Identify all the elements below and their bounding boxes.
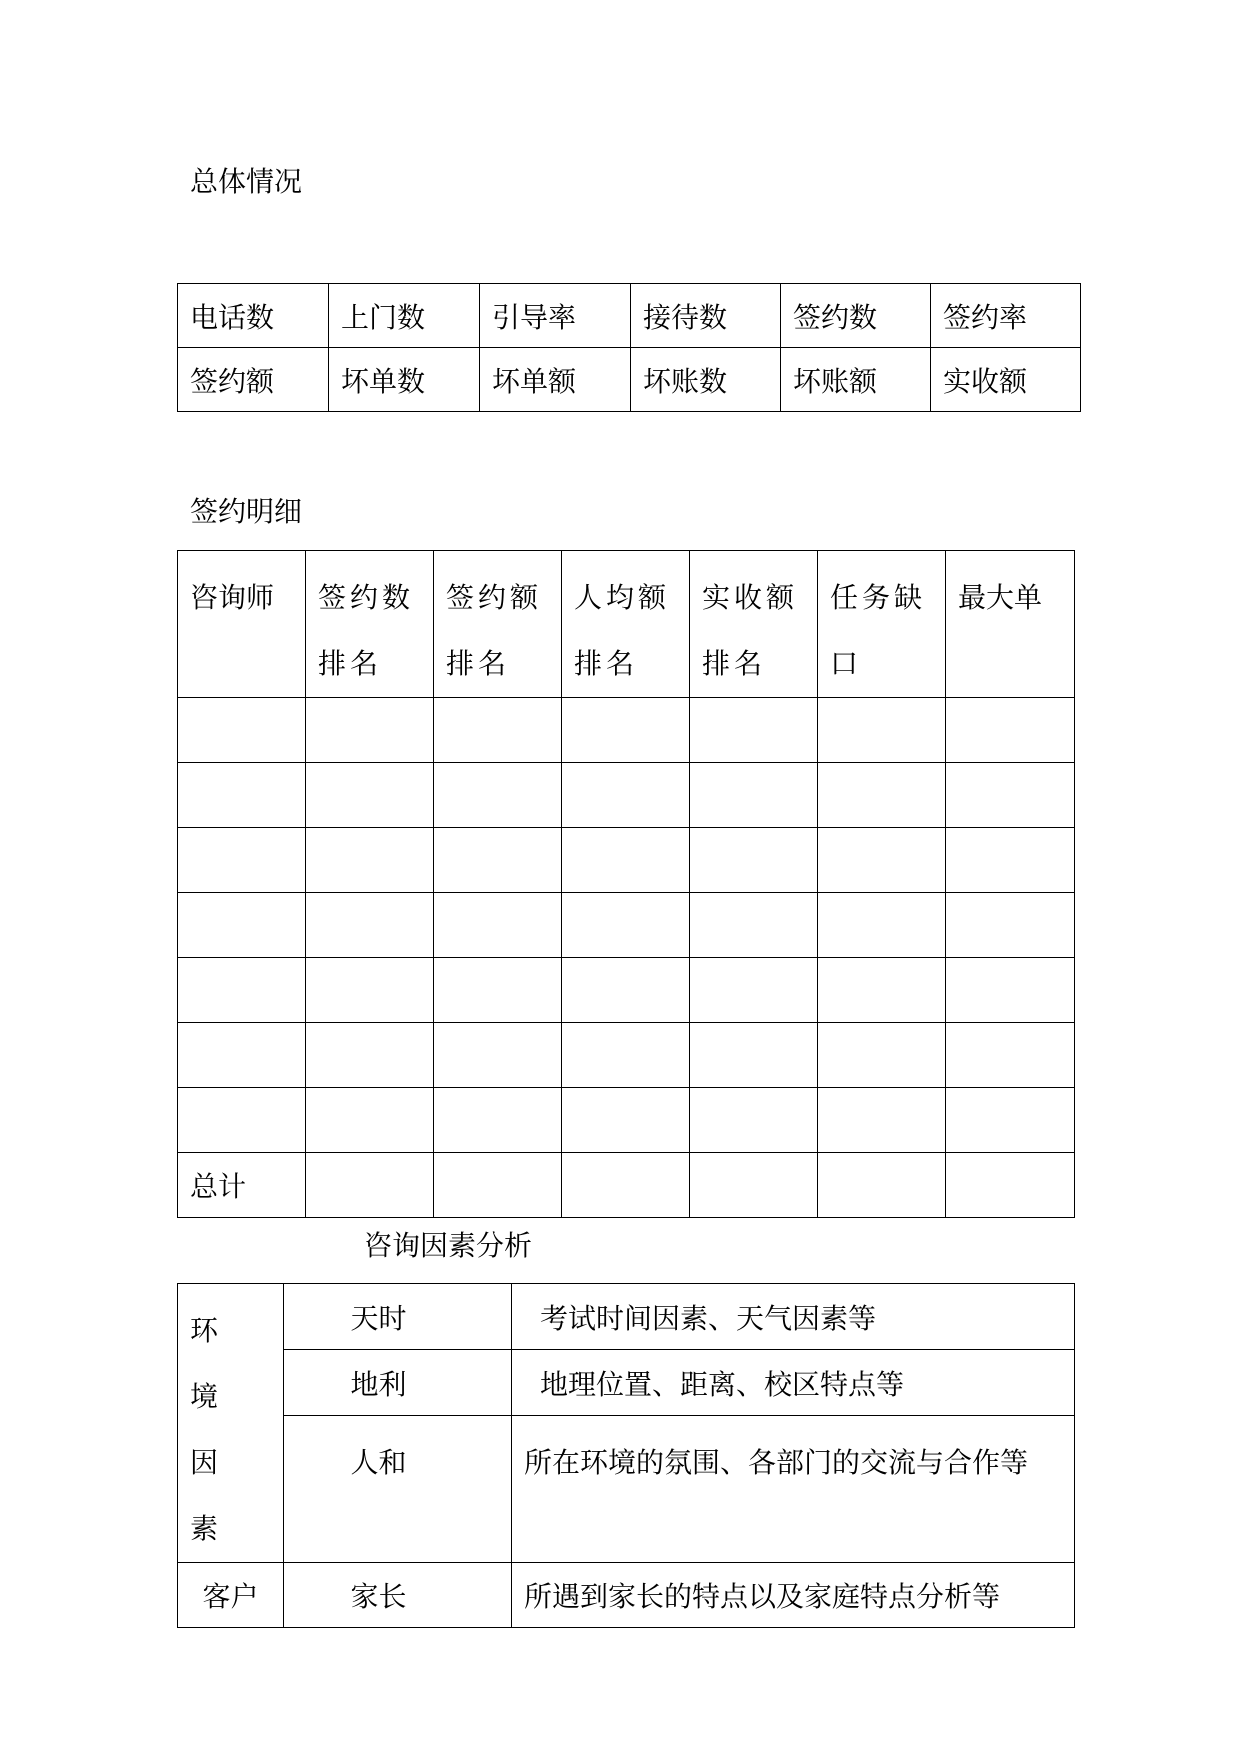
detail-cell (690, 893, 818, 958)
detail-title: 签约明细 (190, 495, 303, 528)
detail-cell (818, 1153, 946, 1218)
detail-cell (562, 958, 690, 1023)
overview-cell: 引导率 (480, 284, 631, 348)
factor-description: 地理位置、距离、校区特点等 (512, 1350, 1075, 1416)
factor-row (178, 1416, 1075, 1563)
detail-cell (306, 1088, 434, 1153)
detail-empty-row (178, 893, 1075, 958)
detail-cell (562, 828, 690, 893)
detail-total-label: 总计 (178, 1153, 306, 1218)
detail-cell (434, 828, 562, 893)
detail-cell (690, 1088, 818, 1153)
detail-header-cell: 任务缺口 (818, 551, 946, 698)
detail-cell (178, 958, 306, 1023)
detail-cell (306, 828, 434, 893)
detail-empty-row (178, 828, 1075, 893)
factor-row (178, 1350, 1075, 1416)
factor-category: 环境因素 (178, 1284, 284, 1563)
overview-row (178, 284, 1081, 348)
detail-cell (946, 828, 1075, 893)
factor-name: 地利 (284, 1350, 512, 1416)
overview-cell: 坏单数 (329, 348, 480, 412)
detail-cell (434, 1088, 562, 1153)
detail-cell (434, 893, 562, 958)
detail-cell (434, 1153, 562, 1218)
detail-empty-row (178, 1023, 1075, 1088)
detail-cell (946, 1153, 1075, 1218)
detail-empty-row (178, 958, 1075, 1023)
detail-cell (562, 1088, 690, 1153)
detail-cell (434, 958, 562, 1023)
detail-table (177, 550, 1075, 1218)
detail-cell (818, 1088, 946, 1153)
detail-header-cell: 人均额排名 (562, 551, 690, 698)
overview-cell: 电话数 (178, 284, 329, 348)
detail-cell (178, 1088, 306, 1153)
detail-header-row (178, 551, 1075, 698)
detail-cell (946, 958, 1075, 1023)
detail-cell (690, 763, 818, 828)
detail-cell (178, 893, 306, 958)
detail-header-cell: 实收额排名 (690, 551, 818, 698)
overview-cell: 实收额 (931, 348, 1081, 412)
detail-empty-row (178, 763, 1075, 828)
detail-cell (690, 1023, 818, 1088)
overview-row (178, 348, 1081, 412)
detail-cell (562, 1153, 690, 1218)
detail-cell (946, 698, 1075, 763)
overview-cell: 签约率 (931, 284, 1081, 348)
factor-description: 考试时间因素、天气因素等 (512, 1284, 1075, 1350)
detail-cell (306, 1023, 434, 1088)
factors-title: 咨询因素分析 (364, 1229, 533, 1262)
detail-cell (946, 1023, 1075, 1088)
factors-table (177, 1283, 1075, 1628)
overview-cell: 签约额 (178, 348, 329, 412)
detail-cell (690, 1153, 818, 1218)
overview-table (177, 283, 1081, 412)
detail-cell (434, 763, 562, 828)
detail-cell (818, 828, 946, 893)
factor-row (178, 1563, 1075, 1628)
factor-category: 客户 (178, 1563, 284, 1628)
detail-cell (690, 828, 818, 893)
detail-cell (946, 763, 1075, 828)
detail-header-cell: 签约数排名 (306, 551, 434, 698)
factor-description: 所遇到家长的特点以及家庭特点分析等 (512, 1563, 1075, 1628)
detail-cell (690, 958, 818, 1023)
factor-description: 所在环境的氛围、各部门的交流与合作等 (512, 1416, 1075, 1563)
detail-cell (946, 893, 1075, 958)
overview-cell: 接待数 (631, 284, 781, 348)
detail-cell (178, 763, 306, 828)
detail-cell (946, 1088, 1075, 1153)
detail-empty-row (178, 1088, 1075, 1153)
detail-cell (690, 698, 818, 763)
detail-cell (562, 698, 690, 763)
detail-cell (818, 1023, 946, 1088)
overview-cell: 坏单额 (480, 348, 631, 412)
overview-cell: 坏账数 (631, 348, 781, 412)
detail-cell (306, 763, 434, 828)
detail-header-cell: 签约额排名 (434, 551, 562, 698)
detail-cell (562, 763, 690, 828)
detail-cell (306, 893, 434, 958)
factor-name: 家长 (284, 1563, 512, 1628)
detail-cell (306, 1153, 434, 1218)
detail-cell (562, 1023, 690, 1088)
detail-cell (178, 828, 306, 893)
overview-cell: 签约数 (781, 284, 931, 348)
detail-cell (178, 698, 306, 763)
detail-cell (818, 958, 946, 1023)
detail-cell (434, 1023, 562, 1088)
detail-cell (434, 698, 562, 763)
detail-empty-row (178, 698, 1075, 763)
factor-name: 天时 (284, 1284, 512, 1350)
detail-header-cell: 最大单 (946, 551, 1075, 698)
detail-total-row (178, 1153, 1075, 1218)
factor-name: 人和 (284, 1416, 512, 1563)
detail-cell (818, 763, 946, 828)
overview-cell: 上门数 (329, 284, 480, 348)
detail-header-cell: 咨询师 (178, 551, 306, 698)
overview-cell: 坏账额 (781, 348, 931, 412)
factor-row (178, 1284, 1075, 1350)
detail-cell (818, 893, 946, 958)
detail-cell (306, 958, 434, 1023)
detail-cell (178, 1023, 306, 1088)
detail-cell (562, 893, 690, 958)
detail-cell (306, 698, 434, 763)
overview-title: 总体情况 (190, 165, 303, 198)
detail-cell (818, 698, 946, 763)
